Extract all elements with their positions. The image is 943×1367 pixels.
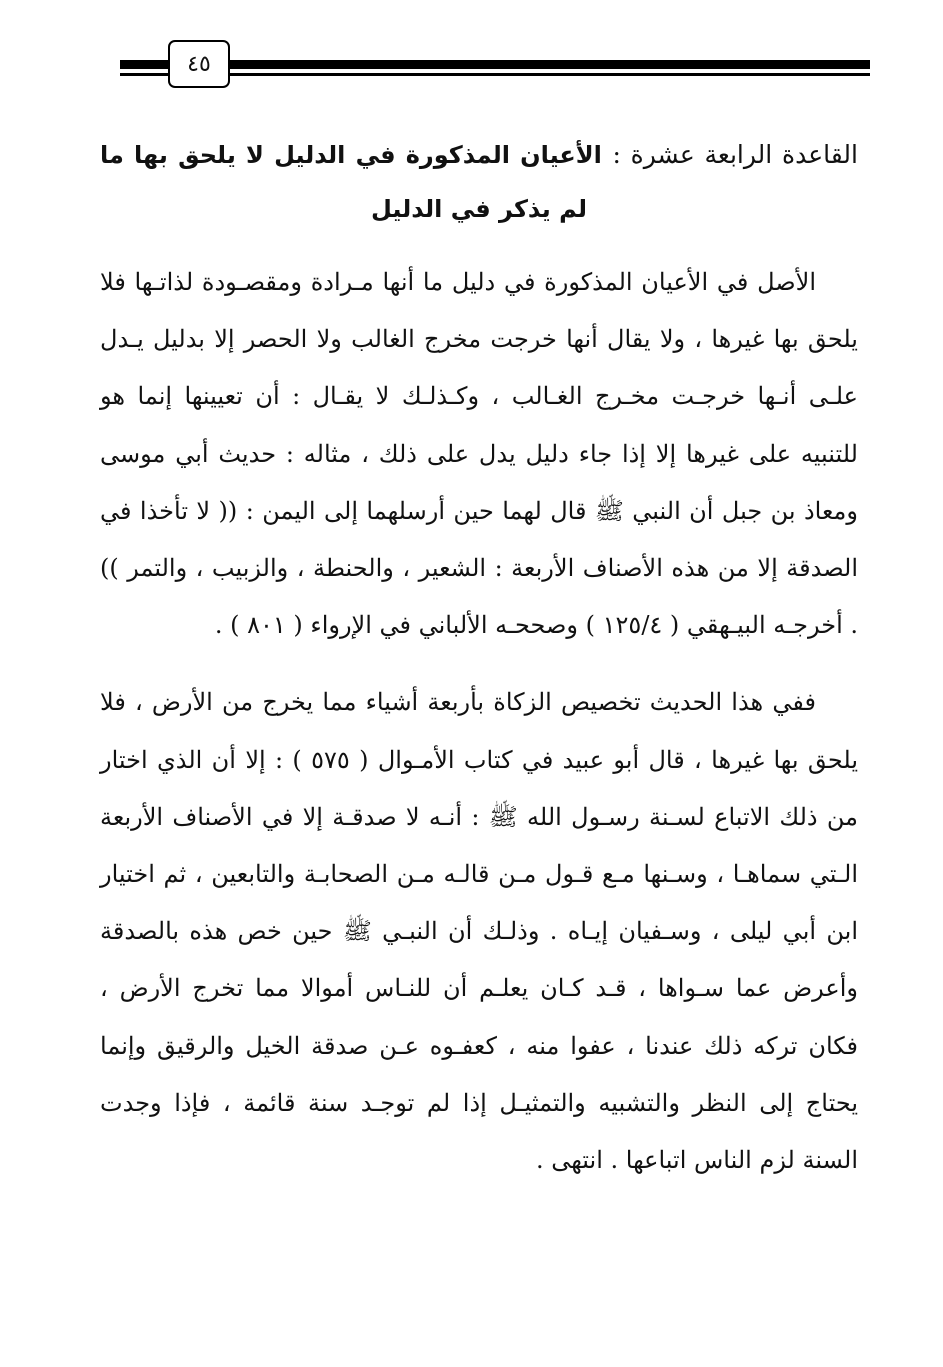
header-thin-rule [120, 73, 870, 76]
rule-number-label: القاعدة الرابعة عشرة : [612, 140, 858, 169]
paragraph-principle: الأصل في الأعيان المذكورة في دليل ما أنها مـرادة ومقصـودة لذاتـها فلا يلحق بها غيرها ، ولا يقال أنها خرجت مخرج الغالب ولا الحصر إلا بدليل يـدل علـى أنـها خرجـت مخـرج الغـالب ، وكـذلـك لا يقـال : أن تعيينها إنما هو للتنبيه على غيرها إلا إذا جاء دليل يدل على ذلك ، مثاله : حديث أبي موسى ومعاذ بن جبل أن النبي ﷺ قال لهما حين أرسلهما إلى اليمن : (( لا تأخذا في الصدقة إلا من هذه الأصناف الأربعة : الشعير ، والحنطة ، والزبيب ، والتمر )) . أخرجـه البيـهقي ( ١٢٥/٤ ) وصححـه الألباني في الإرواء ( ٨٠١ ) . [100, 268, 858, 640]
paragraph-explanation: ففي هذا الحديث تخصيص الزكاة بأربعة أشياء مما يخرج من الأرض ، فلا يلحق بها غيرها ، قال أبو عبيد في كتاب الأمـوال ( ٥٧٥ ) : إلا أن الذي اختار من ذلك الاتباع لسـنة رسـول الله ﷺ : أنـه لا صدقـة إلا في الأصناف الأربعة الـتي سماهـا ، وسـنها مـع قـول مـن قالـه مـن الصحابـة والتابعين ، ثم اختيار ابن أبي ليلى ، وسـفيان إيـاه . وذلـك أن النبـي ﷺ حين خص هذه بالصدقة وأعرض عما سـواها ، قـد كـان يعلـم أن للنـاس أموالا مما تخرج الأرض ، فكان تركه ذلك عندنا ، عفوا منه ، كعفـوه عـن صدقة الخيل والرقيق وإنما يحتاج إلى النظر والتشبيه والتمثيـل إذا لم توجـد سنة قائمة ، فإذا وجدت السنة لزم الناس اتباعها . انتهى . [100, 688, 858, 1175]
page-header [120, 40, 870, 90]
header-thick-rule [120, 60, 870, 69]
page-content [100, 128, 858, 1189]
page-number: ٤٥ [168, 40, 230, 88]
rule-title: الأعيان المذكورة في الدليل لا يلحق بها ما لم يذكر في الدليل [100, 141, 602, 223]
rule-heading [100, 128, 858, 236]
